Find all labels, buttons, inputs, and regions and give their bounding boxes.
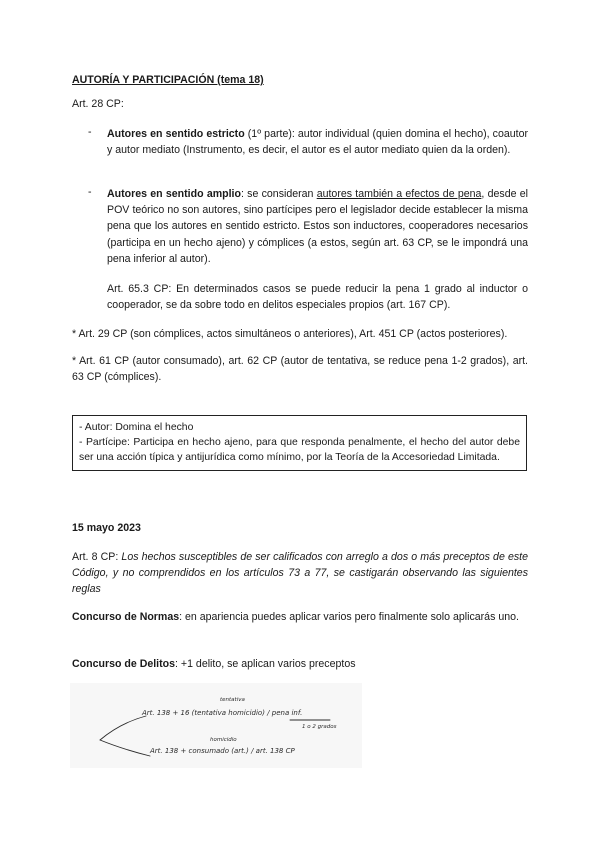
summary-autor: - Autor: Domina el hecho	[79, 422, 194, 433]
art8-paragraph	[72, 549, 528, 598]
note-art29: * Art. 29 CP (son cómplices, actos simultáneos o anteriores), Art. 451 CP (actos posteriores).	[72, 328, 508, 340]
bullet-text: (1º parte): autor individual (quien domina el hecho), coautor y autor mediato (Instrumento, es decir, el autor es el autor mediato quien da la orden).	[107, 128, 529, 157]
bullet-term: Autores en sentido amplio	[107, 188, 241, 200]
art653-paragraph: Art. 65.3 CP: En determinados casos se puede reducir la pena 1 grado al inductor o cooperador, se da sobre todo en delitos especiales propios (art. 167 CP).	[107, 283, 528, 312]
handwritten-sketch	[70, 683, 362, 768]
concurso-normas	[72, 609, 528, 625]
concurso-delitos-text: : +1 delito, se aplican varios preceptos	[175, 658, 356, 670]
summary-participe: - Partícipe: Participa en hecho ajeno, para que responda penalmente, el hecho del autor debe ser una acción típica y antijurídica como mínimo, por la Teoría de la Accesoriedad Limitada.	[79, 437, 520, 463]
handwriting-drawing	[70, 683, 362, 768]
concurso-normas-label: Concurso de Normas	[72, 611, 180, 623]
concurso-delitos	[72, 656, 528, 672]
bullet-text: , desde el POV teórico no son autores, sino partícipes pero el legislador decide establecer la misma pena que los autores en sentido estricto. Estos son inductores, cooperadores necesarios (participa en un hecho ajeno) y cómplices (a estos, según art. 63 CP, se le impondrá una pena inferior al autor).	[107, 188, 528, 265]
sketch-side-note: 1 o 2 grados	[302, 724, 337, 730]
sketch-line-1: Art. 138 + 16 (tentativa homicidio) / pena inf.	[142, 709, 303, 717]
concurso-normas-text: : en apariencia puedes aplicar varios pero finalmente solo aplicarás uno.	[179, 611, 519, 623]
sketch-branch-upper	[100, 716, 146, 740]
bullet-underlined-text: autores también a efectos de pena	[316, 188, 482, 200]
sketch-mid-note: homicidio	[210, 737, 237, 743]
art28-label: Art. 28 CP:	[72, 98, 124, 110]
sketch-line-2: Art. 138 + consumado (art.) / art. 138 CP	[150, 747, 295, 755]
note-art61: * Art. 61 CP (autor consumado), art. 62 CP (autor de tentativa, se reduce pena 1-2 grados), art. 63 CP (cómplices).	[72, 355, 528, 384]
sketch-branch-lower	[100, 740, 150, 756]
art8-label: Art. 8 CP:	[72, 551, 119, 563]
section-title: AUTORÍA Y PARTICIPACIÓN (tema 18)	[72, 74, 264, 86]
bullet-text-pre: : se consideran	[240, 188, 317, 200]
sketch-top-note: tentativa	[220, 697, 245, 703]
concurso-delitos-label: Concurso de Delitos	[72, 658, 176, 670]
bullet-autores-amplio	[107, 186, 528, 267]
art8-quote: Los hechos susceptibles de ser calificados con arreglo a dos o más preceptos de este Código, y no comprendidos en los artículos 73 a 77, se castigarán observando las siguientes reglas	[72, 551, 528, 596]
bullet-term: Autores en sentido estricto	[107, 128, 245, 140]
summary-box	[72, 415, 527, 471]
date-heading: 15 mayo 2023	[72, 522, 141, 534]
bullet-dash: -	[88, 186, 92, 198]
bullet-autores-estricto	[107, 126, 528, 158]
bullet-dash: -	[88, 126, 92, 138]
